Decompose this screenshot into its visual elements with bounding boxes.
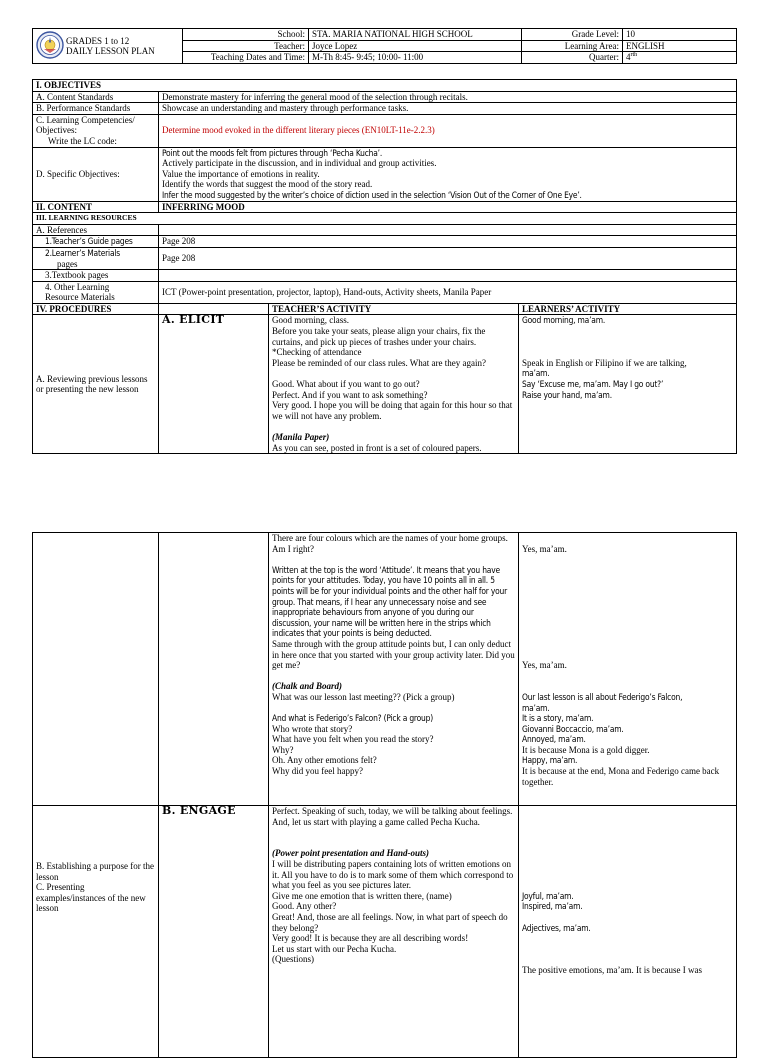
learner-line: It is because at the end, Mona and Federigo came back together. <box>522 766 720 787</box>
learner-line: It is a story, ma’am. <box>522 713 594 724</box>
lc-label-3: Write the LC code: <box>48 135 117 146</box>
spacer <box>522 554 733 565</box>
specific-objective-item: Point out the moods felt from pictures through ‘Pecha Kucha’. <box>162 147 383 158</box>
page-1 <box>32 28 736 471</box>
spacer <box>522 597 733 608</box>
teacher-line: Why did you feel happy? <box>272 766 363 777</box>
procedures-blank <box>159 303 269 315</box>
grade-value: 10 <box>623 29 737 41</box>
content-heading: II. CONTENT <box>33 201 159 213</box>
spacer <box>522 827 733 838</box>
spacer <box>522 650 733 661</box>
spacer <box>522 628 733 639</box>
procedure-b-label-1: B. Establishing a purpose for the lesson <box>36 861 154 882</box>
teacher-line: Perfect. Speaking of such, today, we will be talking about feelings. And, let us start with playing a game called Pecha Kucha. <box>272 806 513 827</box>
spacer <box>522 326 733 337</box>
teacher-line: (Questions) <box>272 954 314 965</box>
teacher-line: There are four colours which are the names of your home groups. Am I right? <box>272 533 508 554</box>
content-standards-value: Demonstrate mastery for inferring the general mood of the selection through recitals. <box>159 91 737 103</box>
resources-heading: III. LEARNING RESOURCES <box>33 213 737 225</box>
procedures-heading: IV. PROCEDURES <box>33 303 159 315</box>
teacher-line: Very good! It is because they are all describing words! <box>272 933 469 944</box>
teacher-label: Teacher: <box>183 40 309 52</box>
lesson-table <box>32 79 737 454</box>
logo-cell <box>33 29 183 64</box>
spacer <box>522 671 733 682</box>
procedure-a-learner-continued <box>519 533 737 806</box>
lc-label-2: Objectives: <box>36 125 77 136</box>
teacher-line: As you can see, posted in front is a set of coloured papers. <box>272 442 482 453</box>
content-standards-label: A. Content Standards <box>33 91 159 103</box>
procedure-a-phase-continued <box>159 533 269 806</box>
procedure-a-learner <box>519 315 737 454</box>
textbook-value <box>159 270 737 282</box>
lc-label <box>33 114 159 147</box>
learner-line: Raise your hand, ma’am. <box>522 389 612 400</box>
school-label: School: <box>183 29 309 41</box>
learner-line: Inspired, ma’am. <box>522 901 583 912</box>
spacer <box>522 912 733 923</box>
spacer <box>522 848 733 859</box>
lesson-table-continued <box>32 532 737 1058</box>
spacer <box>272 703 515 714</box>
quarter-sup: rth <box>630 52 638 59</box>
teacher-line: Before you take your seats, please align your chairs, fix the curtains, and pick up pieces of trashes under your chairs. <box>272 326 486 347</box>
procedure-b-phase <box>159 806 269 1058</box>
logo-line-2: DAILY LESSON PLAN <box>66 46 155 56</box>
lc-value: Determine mood evoked in the different literary pieces (EN10LT-11e-2.2.3) <box>159 114 737 147</box>
area-value: ENGLISH <box>623 40 737 52</box>
specific-objective-item: Identify the words that suggest the mood of the story read. <box>162 179 373 190</box>
teacher-line: Good morning, class. <box>272 315 349 326</box>
spacer <box>522 639 733 650</box>
teacher-line <box>272 565 515 639</box>
procedure-a-teacher-continued <box>269 533 519 806</box>
spacer <box>522 859 733 870</box>
objectives-heading: I. OBJECTIVES <box>33 80 737 92</box>
learner-line: Yes, ma’am. <box>522 543 567 554</box>
specific-objective-item: Actively participate in the discussion, and in individual and group activities. <box>162 158 437 169</box>
lm-value: Page 208 <box>159 247 737 269</box>
teacher-line: Please be reminded of our class rules. What are they again? <box>272 357 487 368</box>
page-2 <box>32 532 736 1002</box>
teacher-value: Joyce Lopez <box>309 40 522 52</box>
tg-label: 1.Teacher’s Guide pages <box>33 236 159 248</box>
spacer <box>272 838 515 849</box>
teacher-line: Why? <box>272 744 294 755</box>
teacher-material-note: (Chalk and Board) <box>272 681 343 692</box>
spacer <box>522 347 733 358</box>
procedure-b-label <box>33 806 159 1058</box>
teacher-line: Oh. Any other emotions felt? <box>272 755 377 766</box>
teacher-line: *Checking of attendance <box>272 347 362 358</box>
other-label-1: 4. Other Learning <box>45 281 110 292</box>
spacer <box>522 575 733 586</box>
performance-standards-label: B. Performance Standards <box>33 103 159 115</box>
learner-line: Say ‘Excuse me, ma’am. May I go out?’ <box>522 379 664 390</box>
learner-line: Our last lesson is all about Federigo’s Falcon, <box>522 691 683 702</box>
spacer <box>522 806 733 817</box>
spacer <box>522 533 733 544</box>
attitude-intro: Written at the top is the word ‘Attitude’. It means that you have points for your attitudes. Today, you have 10 points all in all. 5 points will be for your individual points and the other half for your group. That means, if I hear any unnecessary noise and see inappropriate behaviours from anyone of you during our discussion, your name will be written here in the strips which indicates that your points is being deducted. <box>272 564 507 639</box>
spacer <box>522 586 733 597</box>
spacer <box>522 954 733 965</box>
specific-objectives-label: D. Specific Objectives: <box>33 147 159 201</box>
procedure-b-label-2: C. Presenting examples/instances of the new lesson <box>36 882 146 914</box>
learner-line: It is because Mona is a gold digger. <box>522 744 650 755</box>
teacher-line: I will be distributing papers containing lots of written emotions on it. All you have to do is to mark some of them which correspond to what you feel as you see pictures later. <box>272 858 514 891</box>
learner-line: Annoyed, ma’am. <box>522 734 586 745</box>
specific-objective-item: Infer the mood suggested by the writer’s choice of diction used in the selection ‘Vision Out of the Corner of One Eye’. <box>162 189 582 200</box>
learner-line: Yes, ma’am. <box>522 660 567 671</box>
procedure-a-teacher <box>269 315 519 454</box>
teacher-line: Perfect. And if you want to ask something? <box>272 389 428 400</box>
spacer <box>522 933 733 944</box>
procedure-a-label: A. Reviewing previous lessons or presenting the new lesson <box>33 315 159 454</box>
teacher-line: Very good. I hope you will be doing that again for this hour so that we will not have any problem. <box>272 400 513 421</box>
procedure-b-teacher <box>269 806 519 1058</box>
tg-value: Page 208 <box>159 236 737 248</box>
learner-line: Happy, ma’am. <box>522 755 578 766</box>
teacher-line: What was our lesson last meeting?? (Pick a group) <box>272 691 455 702</box>
content-value: INFERRING MOOD <box>159 201 737 213</box>
teacher-line: Let us start with our Pecha Kucha. <box>272 943 397 954</box>
teacher-line: And what is Federigo’s Falcon? (Pick a group) <box>272 713 433 724</box>
spacer <box>272 671 515 682</box>
teacher-line: Give me one emotion that is written there, (name) <box>272 890 452 901</box>
lm-label <box>33 247 159 269</box>
references-value <box>159 224 737 236</box>
learner-line: Giovanni Boccaccio, ma’am. <box>522 723 624 734</box>
spacer <box>522 607 733 618</box>
teacher-line: Who wrote that story? <box>272 723 353 734</box>
spacer <box>522 880 733 891</box>
teacher-line: Same through with the group attitude points but, I can only deduct in here once that you started with your group activity later. Did you get me? <box>272 638 515 671</box>
learner-line: Joyful, ma’am. <box>522 890 574 901</box>
elicit-phase: A. ELICIT <box>162 314 225 327</box>
teacher-material-note: (Manila Paper) <box>272 432 330 442</box>
other-label-2: Resource Materials <box>45 292 115 303</box>
learner-activity-heading: LEARNERS’ ACTIVITY <box>519 303 737 315</box>
quarter-value <box>623 52 737 64</box>
area-label: Learning Area: <box>522 40 623 52</box>
specific-objective-item: Value the importance of emotions in reality. <box>162 168 320 179</box>
page-gap <box>0 471 768 532</box>
spacer <box>522 870 733 881</box>
engage-phase: B. ENGAGE <box>162 805 236 817</box>
procedure-b-learner <box>519 806 737 1058</box>
performance-standards-value: Showcase an understanding and mastery through performance tasks. <box>159 103 737 115</box>
spacer <box>522 681 733 692</box>
header-table <box>32 28 737 64</box>
quarter-label: Quarter: <box>522 52 623 64</box>
teacher-line: What have you felt when you read the story? <box>272 734 434 745</box>
learner-line: Speak in English or Filipino if we are talking, <box>522 357 687 368</box>
spacer <box>272 421 515 432</box>
lm-label-1: 2.Learner’s Materials <box>45 247 120 258</box>
dates-value: M-Th 8:45- 9:45; 10:00- 11:00 <box>309 52 522 64</box>
dates-label: Teaching Dates and Time: <box>183 52 309 64</box>
lm-label-2: pages <box>57 258 78 269</box>
spacer <box>522 838 733 849</box>
procedure-a-phase <box>159 315 269 454</box>
learner-line: The positive emotions, ma’am. It is because I was <box>522 964 702 975</box>
teacher-line: Great! And, those are all feelings. Now, in what part of speech do they belong? <box>272 911 508 933</box>
spacer <box>272 368 515 379</box>
teacher-activity-heading: TEACHER’S ACTIVITY <box>269 303 519 315</box>
other-resources-label <box>33 281 159 303</box>
teacher-line: Good. What about if you want to go out? <box>272 379 420 390</box>
quarter-number: 4 <box>626 52 631 63</box>
specific-objectives-value <box>159 147 737 201</box>
learner-line: Good morning, ma’am. <box>522 315 606 326</box>
teacher-line: Good. Any other? <box>272 901 337 912</box>
learner-line: Adjectives, ma’am. <box>522 922 591 933</box>
other-resources-value: ICT (Power-point presentation, projector, laptop), Hand-outs, Activity sheets, Manila Paper <box>159 281 737 303</box>
school-value: STA. MARIA NATIONAL HIGH SCHOOL <box>309 29 522 41</box>
learner-line: ma’am. <box>522 368 550 379</box>
procedure-a-label-continued <box>33 533 159 806</box>
spacer <box>272 554 515 565</box>
spacer <box>522 618 733 629</box>
grade-label: Grade Level: <box>522 29 623 41</box>
references-label: A. References <box>33 224 159 236</box>
textbook-label: 3.Textbook pages <box>33 270 159 282</box>
learner-line: ma’am. <box>522 702 550 713</box>
spacer <box>522 565 733 576</box>
logo-line-1: GRADES 1 to 12 <box>66 36 130 46</box>
spacer <box>522 337 733 348</box>
teacher-material-note: (Power point presentation and Hand-outs) <box>272 848 430 859</box>
spacer <box>522 817 733 828</box>
spacer <box>522 944 733 955</box>
lc-label-1: C. Learning Competencies/ <box>36 114 135 125</box>
spacer <box>272 827 515 838</box>
deped-seal-icon <box>36 31 64 59</box>
